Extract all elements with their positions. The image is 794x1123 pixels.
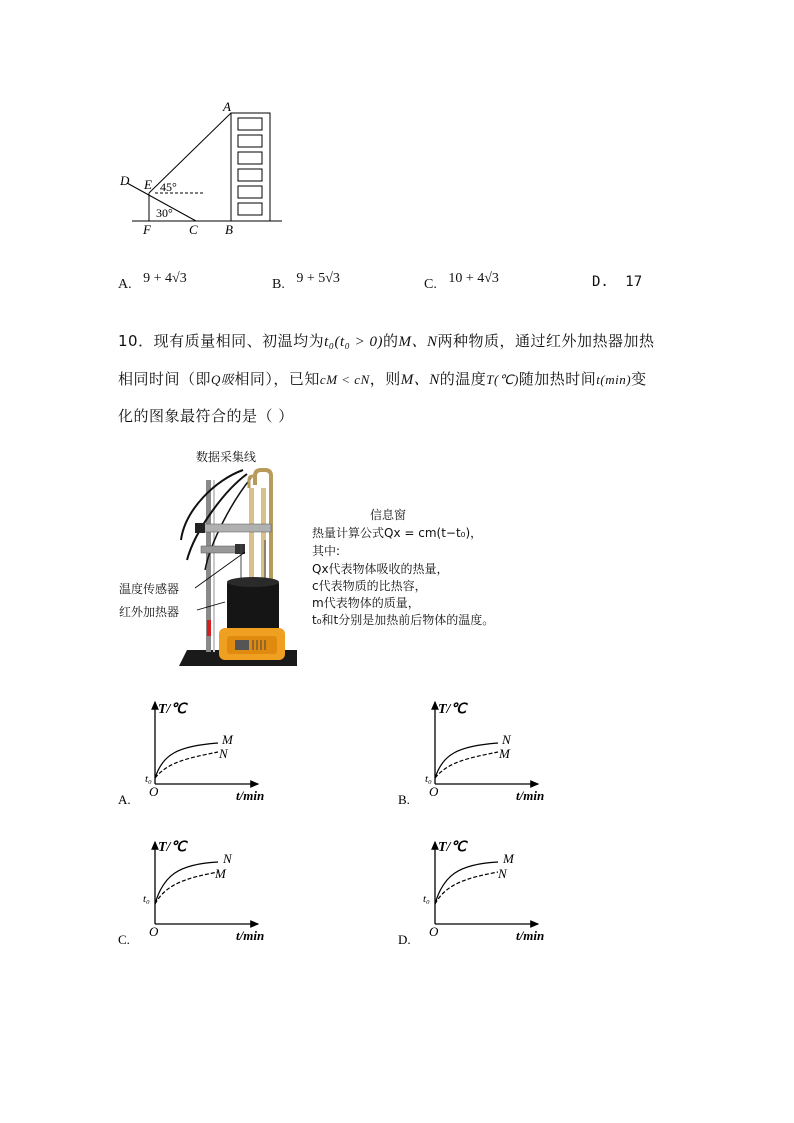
label-data-cable: 数据采集线 xyxy=(196,450,257,464)
graph-c-t0: t₀ xyxy=(143,893,150,905)
point-C: C xyxy=(189,222,198,237)
q10-line-1: 10．现有质量相同、初温均为t₀(t₀ > 0)的M、N两种物质，通过红外加热器加热 xyxy=(118,332,655,350)
q9-option-a[interactable]: A. 9 + 4√3 xyxy=(118,271,187,292)
graph-b-svg xyxy=(398,696,568,811)
graph-d-dashed-label: N xyxy=(498,866,507,881)
graph-a-t0: t₀ xyxy=(145,773,152,785)
graph-option-d[interactable] xyxy=(398,836,568,955)
info-line-2: 其中: xyxy=(312,544,341,558)
graph-b-ylabel: T/℃ xyxy=(438,702,467,717)
q9-option-c[interactable]: C. 10 + 4√3 xyxy=(424,271,499,292)
point-A: A xyxy=(223,99,231,114)
geometry-figure xyxy=(110,95,300,245)
q10-line-3: 化的图象最符合的是（ ） xyxy=(118,407,294,425)
q9-option-b[interactable]: B. 9 + 5√3 xyxy=(272,271,340,292)
apparatus-photo xyxy=(115,440,305,670)
graph-a-solid-label: M xyxy=(222,732,233,747)
graph-a-dashed-label: N xyxy=(219,746,228,761)
graph-b-solid-label: N xyxy=(502,732,511,747)
graph-option-b[interactable] xyxy=(398,696,568,815)
graph-d-xlabel: t/min xyxy=(516,928,545,943)
graph-b-origin: O xyxy=(429,784,439,799)
info-line-1: 热量计算公式Qx = cm(t−t₀)， xyxy=(312,526,483,540)
graph-c-letter: C. xyxy=(118,932,130,947)
info-title: 信息窗 xyxy=(370,508,407,522)
graph-b-dashed-label: M xyxy=(499,746,510,761)
angle-45: 45° xyxy=(160,180,177,194)
label-temperature-sensor: 温度传感器 xyxy=(119,582,180,596)
graph-c-solid-label: N xyxy=(223,851,232,866)
point-D: D xyxy=(120,173,130,188)
graph-option-c[interactable] xyxy=(118,836,288,955)
graph-d-origin: O xyxy=(429,924,439,939)
graph-b-letter: B. xyxy=(398,792,410,807)
graph-d-letter: D. xyxy=(398,932,411,947)
angle-30: 30° xyxy=(156,206,173,220)
graph-a-xlabel: t/min xyxy=(236,788,265,803)
graph-option-a[interactable] xyxy=(118,696,288,815)
info-line-6: t₀和t分别是加热前后物体的温度。 xyxy=(312,613,495,627)
q9-option-d[interactable]: D. 17 xyxy=(592,274,643,290)
point-B: B xyxy=(225,222,233,237)
graph-a-letter: A. xyxy=(118,792,131,807)
point-E: E xyxy=(144,177,152,192)
graph-d-t0: t₀ xyxy=(423,893,430,905)
graph-a-origin: O xyxy=(149,784,159,799)
info-line-5: m代表物体的质量， xyxy=(312,596,420,610)
graph-b-t0: t₀ xyxy=(425,773,432,785)
graph-d-svg xyxy=(398,836,568,951)
point-F: F xyxy=(143,222,151,237)
info-line-3: Qx代表物体吸收的热量， xyxy=(312,562,449,576)
graph-c-xlabel: t/min xyxy=(236,928,265,943)
graph-a-svg xyxy=(118,696,288,811)
graph-c-origin: O xyxy=(149,924,159,939)
q10-line-2: 相同时间（即Q吸相同），已知cM < cN，则M、N的温度T(℃)随加热时间t(min)变 xyxy=(118,370,647,388)
graph-d-solid-label: M xyxy=(503,851,514,866)
graph-c-svg xyxy=(118,836,288,951)
graph-c-dashed-label: M xyxy=(215,866,226,881)
graph-d-ylabel: T/℃ xyxy=(438,840,467,855)
graph-c-ylabel: T/℃ xyxy=(158,840,187,855)
label-infrared-heater: 红外加热器 xyxy=(119,605,180,619)
info-line-4: c代表物质的比热容， xyxy=(312,579,427,593)
graph-b-xlabel: t/min xyxy=(516,788,545,803)
graph-a-ylabel: T/℃ xyxy=(158,702,187,717)
